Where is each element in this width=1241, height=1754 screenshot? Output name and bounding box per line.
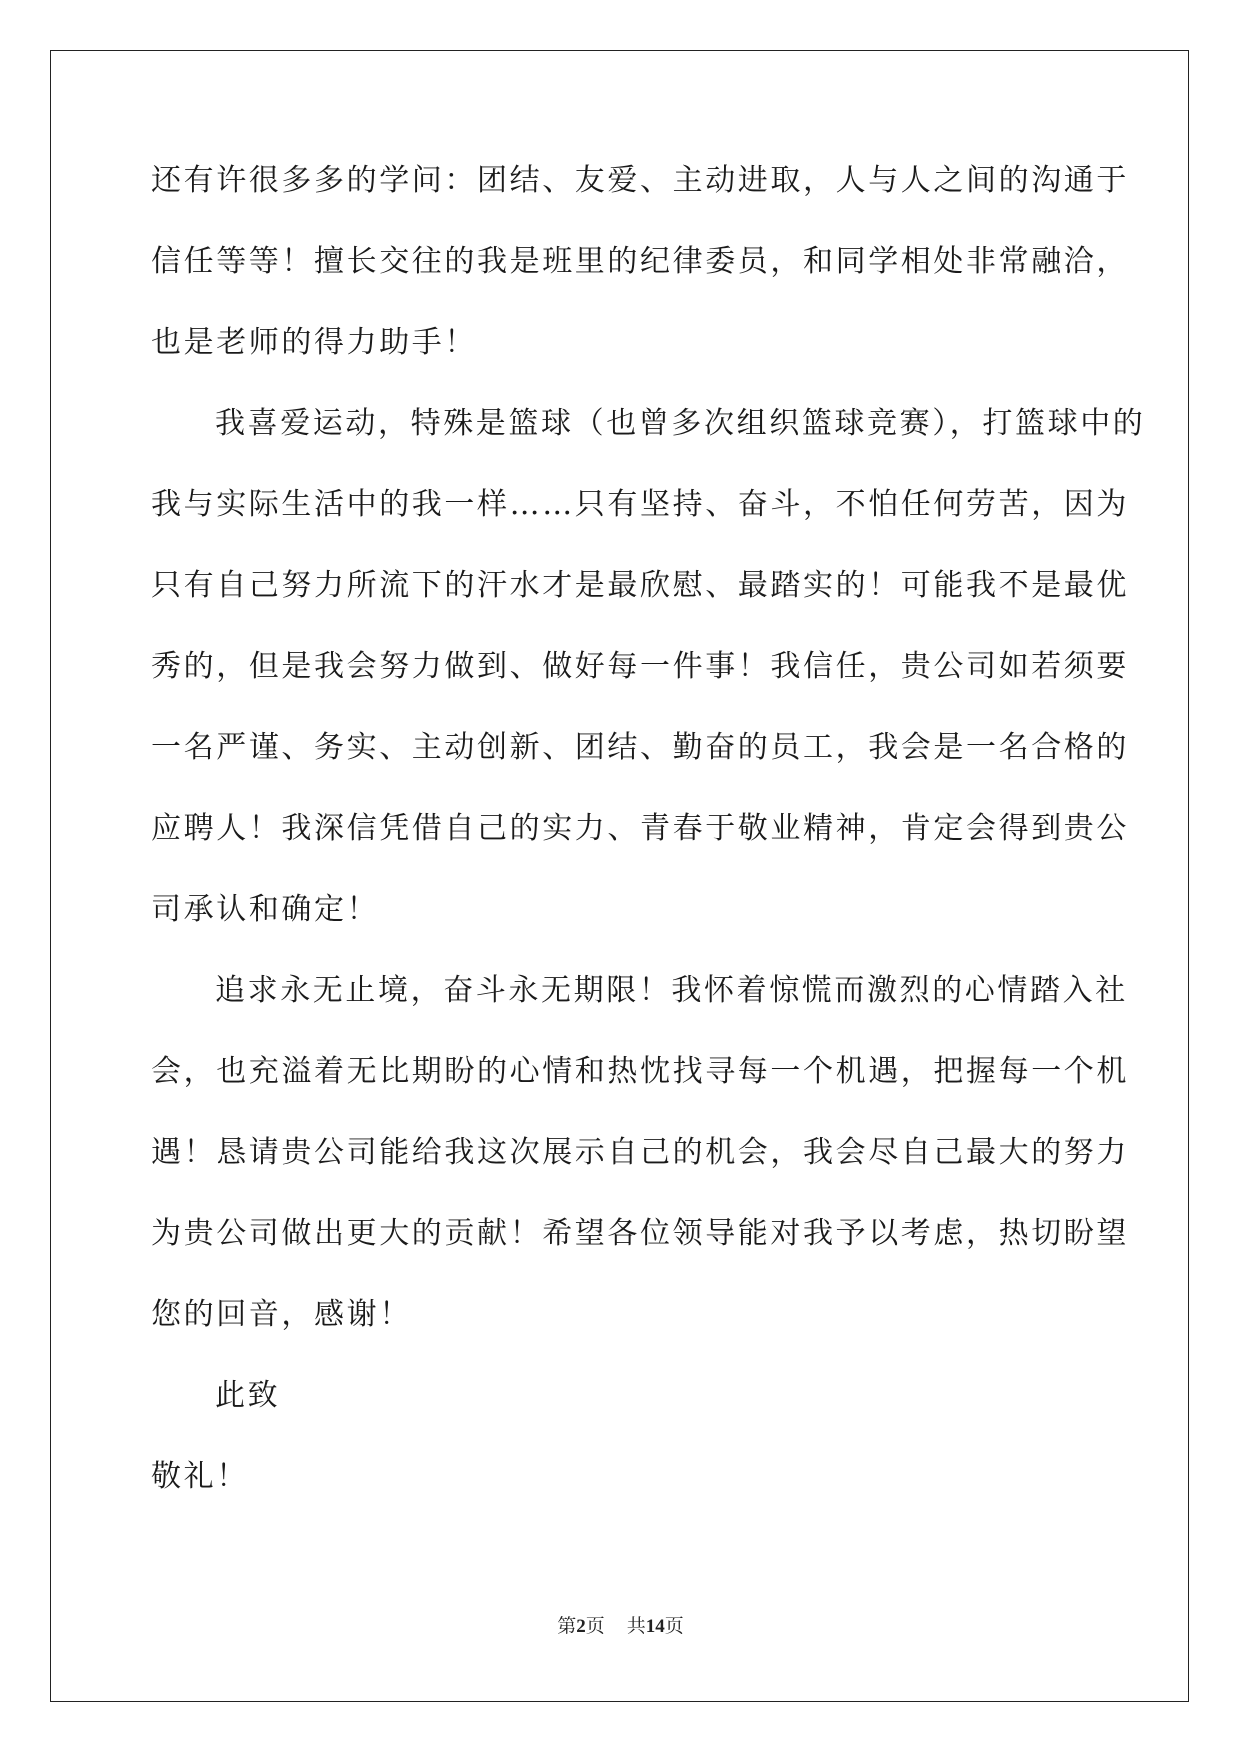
text-line: 您的回音，感谢！: [151, 1297, 412, 1332]
text-line: 信任等等！擅长交往的我是班里的纪律委员，和同学相处非常融洽，: [151, 244, 1129, 279]
closing-salutation: 此致: [215, 1378, 281, 1413]
text-line: 一名严谨、务实、主动创新、团结、勤奋的员工，我会是一名合格的: [151, 730, 1129, 765]
page-number: 2: [576, 1616, 586, 1637]
closing-regards: 敬礼！: [151, 1459, 249, 1494]
paragraph-start-line: 追求永无止境，奋斗永无期限！我怀着惊慌而激烈的心情踏入社: [215, 973, 1128, 1008]
text-line: 还有许很多多的学问：团结、友爱、主动进取，人与人之间的沟通于: [151, 163, 1129, 198]
text-line: 秀的，但是我会努力做到、做好每一件事！我信任，贵公司如若须要: [151, 649, 1129, 684]
paragraph-start-line: 我喜爱运动，特殊是篮球（也曾多次组织篮球竞赛），打篮球中的: [215, 406, 1146, 441]
text-line: 为贵公司做出更大的贡献！希望各位领导能对我予以考虑，热切盼望: [151, 1216, 1129, 1251]
text-line: 应聘人！我深信凭借自己的实力、青春于敬业精神，肯定会得到贵公: [151, 811, 1129, 846]
page-footer: [0, 1611, 1241, 1638]
total-prefix: 共: [626, 1616, 646, 1637]
total-suffix: 页: [664, 1616, 684, 1637]
total-pages: 14: [645, 1616, 665, 1637]
page-prefix: 第: [557, 1616, 577, 1637]
document-body: [151, 155, 1146, 1532]
text-line: 只有自己努力所流下的汗水才是最欣慰、最踏实的！可能我不是最优: [151, 568, 1129, 603]
text-line: 我与实际生活中的我一样……只有坚持、奋斗，不怕任何劳苦，因为: [151, 487, 1129, 522]
page-suffix: 页: [585, 1616, 605, 1637]
text-line: 会，也充溢着无比期盼的心情和热忱找寻每一个机遇，把握每一个机: [151, 1054, 1129, 1089]
text-line: 司承认和确定！: [151, 892, 380, 927]
text-line: 遇！恳请贵公司能给我这次展示自己的机会，我会尽自己最大的努力: [151, 1135, 1129, 1170]
text-line: 也是老师的得力助手！: [151, 325, 477, 360]
